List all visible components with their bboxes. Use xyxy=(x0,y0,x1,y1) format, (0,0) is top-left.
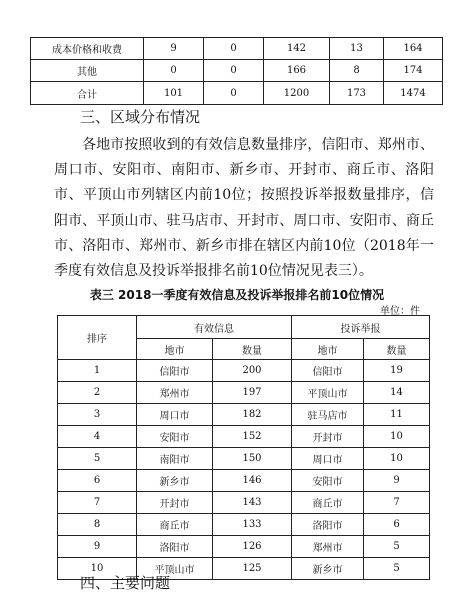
table-cell: 146 xyxy=(213,470,292,492)
table-cell: 166 xyxy=(264,60,330,82)
count-header: 数量 xyxy=(364,339,430,360)
table-cell: 200 xyxy=(213,360,292,382)
table-cell: 开封市 xyxy=(292,426,364,448)
city-header: 地市 xyxy=(292,339,364,360)
table-cell: 8 xyxy=(330,60,384,82)
rank-header: 排序 xyxy=(58,316,137,360)
table-cell: 197 xyxy=(213,382,292,404)
table-cell: 9 xyxy=(364,470,430,492)
table-cell: 182 xyxy=(213,404,292,426)
group-complaints: 投诉举报 xyxy=(292,316,430,339)
table-cell: 8 xyxy=(58,514,137,536)
region-paragraph: 各地市按照收到的有效信息数量排序，信阳市、郑州市、周口市、安阳市、南阳市、新乡市、开封市、商丘市、洛阳市、平顶山市列辖区内前10位；按照投诉举报数量排序，信阳市、平顶山市、驻马店市、开封市、周口市、安阳市、商丘市、洛阳市、郑州市、新乡市排在辖区内前10位（2018年一季度有效信息及投诉举报排名前10位情况见表三）。 xyxy=(54,137,434,280)
table-row xyxy=(58,536,430,558)
table-cell: 新乡市 xyxy=(137,470,213,492)
table-cell: 9 xyxy=(58,536,137,558)
table-cell: 152 xyxy=(213,426,292,448)
table-cell: 郑州市 xyxy=(137,382,213,404)
table-cell: 173 xyxy=(330,82,384,105)
table-cell: 7 xyxy=(364,492,430,514)
table-cell: 0 xyxy=(204,82,264,105)
table-cell: 0 xyxy=(204,38,264,60)
count-header: 数量 xyxy=(213,339,292,360)
table-cell: 郑州市 xyxy=(292,536,364,558)
table-cell: 3 xyxy=(58,404,137,426)
summary-table xyxy=(30,37,443,105)
table-cell: 133 xyxy=(213,514,292,536)
table-cell: 开封市 xyxy=(137,492,213,514)
table-cell: 5 xyxy=(364,536,430,558)
table-cell: 平顶山市 xyxy=(137,558,213,580)
table-cell: 174 xyxy=(384,60,443,82)
table-cell: 142 xyxy=(264,38,330,60)
table-row xyxy=(58,470,430,492)
table-cell: 0 xyxy=(144,60,204,82)
table-cell: 11 xyxy=(364,404,430,426)
table-cell: 5 xyxy=(364,558,430,580)
table-cell: 13 xyxy=(330,38,384,60)
table-cell: 成本价格和收费 xyxy=(31,38,144,60)
table-cell: 0 xyxy=(204,60,264,82)
section-heading-problems: 四、主要问题 xyxy=(80,574,171,592)
table-cell: 6 xyxy=(58,470,137,492)
table-row xyxy=(58,404,430,426)
table-cell: 1 xyxy=(58,360,137,382)
table-cell: 9 xyxy=(144,38,204,60)
table-cell: 2 xyxy=(58,382,137,404)
table-cell: 驻马店市 xyxy=(292,404,364,426)
table-cell: 平顶山市 xyxy=(292,382,364,404)
ranking-table xyxy=(57,315,430,580)
group-valid-info: 有效信息 xyxy=(137,316,292,339)
table-row xyxy=(31,82,443,105)
table-cell: 1200 xyxy=(264,82,330,105)
table-cell: 6 xyxy=(364,514,430,536)
table-cell: 10 xyxy=(364,448,430,470)
table-cell: 信阳市 xyxy=(292,360,364,382)
table-cell: 14 xyxy=(364,382,430,404)
table-cell: 10 xyxy=(58,558,137,580)
table-cell: 信阳市 xyxy=(137,360,213,382)
table-cell: 南阳市 xyxy=(137,448,213,470)
table-cell: 1474 xyxy=(384,82,443,105)
table-cell: 周口市 xyxy=(292,448,364,470)
table-cell: 安阳市 xyxy=(137,426,213,448)
table-cell: 7 xyxy=(58,492,137,514)
city-header: 地市 xyxy=(137,339,213,360)
table-row xyxy=(58,448,430,470)
table-cell: 125 xyxy=(213,558,292,580)
table-cell: 合计 xyxy=(31,82,144,105)
table-cell: 周口市 xyxy=(137,404,213,426)
table-row xyxy=(58,360,430,382)
table-cell: 新乡市 xyxy=(292,558,364,580)
table-cell: 商丘市 xyxy=(137,514,213,536)
table-cell: 126 xyxy=(213,536,292,558)
table-cell: 164 xyxy=(384,38,443,60)
table-cell: 4 xyxy=(58,426,137,448)
table-cell: 101 xyxy=(144,82,204,105)
table-cell: 其他 xyxy=(31,60,144,82)
table3-caption: 表三 2018一季度有效信息及投诉举报排名前10位情况 xyxy=(89,288,385,302)
table-row xyxy=(31,38,443,60)
table-cell: 10 xyxy=(364,426,430,448)
table-row xyxy=(58,426,430,448)
table-cell: 150 xyxy=(213,448,292,470)
table-row xyxy=(58,492,430,514)
table-cell: 143 xyxy=(213,492,292,514)
table-cell: 洛阳市 xyxy=(137,536,213,558)
table-row xyxy=(58,382,430,404)
table-cell: 商丘市 xyxy=(292,492,364,514)
table-cell: 19 xyxy=(364,360,430,382)
unit-note: 单位：件 xyxy=(380,306,420,317)
table-cell: 安阳市 xyxy=(292,470,364,492)
table-row xyxy=(58,514,430,536)
table-cell: 洛阳市 xyxy=(292,514,364,536)
table-row xyxy=(31,60,443,82)
section-heading-region: 三、区域分布情况 xyxy=(80,108,201,126)
table-cell: 5 xyxy=(58,448,137,470)
